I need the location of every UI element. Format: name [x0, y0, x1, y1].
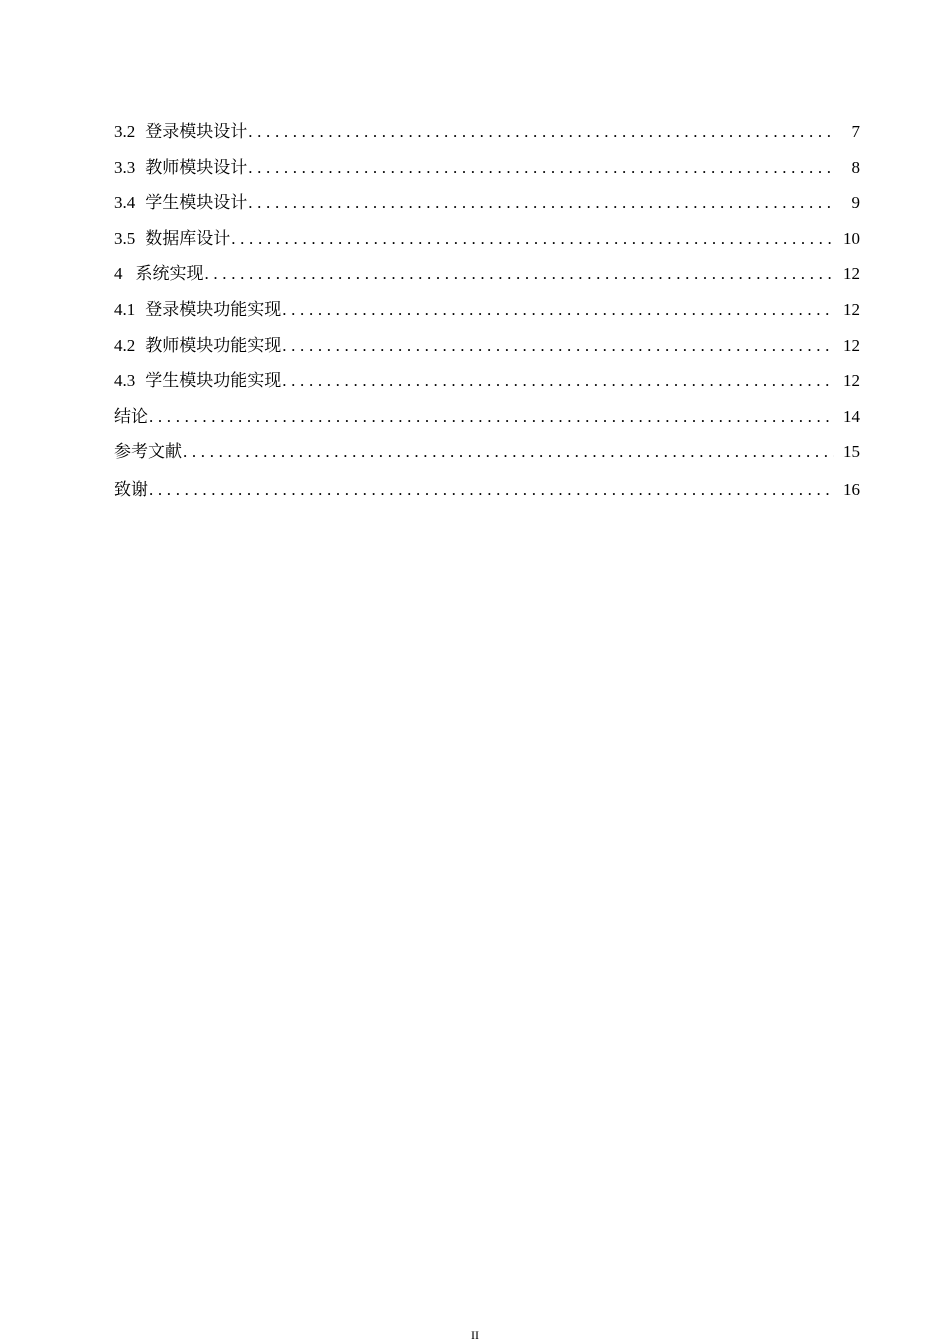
toc-dot-leader [282, 296, 834, 324]
toc-entry-label: 致谢 [114, 479, 148, 499]
toc-entry-4[interactable] [114, 260, 860, 296]
toc-entry-number: 4.1 [114, 299, 136, 319]
toc-dot-leader [282, 332, 834, 360]
toc-entry-label: 学生模块设计 [145, 193, 248, 213]
page-number: II [471, 1328, 479, 1342]
toc-entry-3-5[interactable] [114, 225, 860, 261]
toc-entry-conclusion[interactable] [114, 403, 860, 439]
toc-entry-number: 3.3 [114, 157, 136, 177]
toc-entry-page: 10 [843, 228, 860, 248]
toc-entry-number: 4.3 [114, 371, 136, 391]
toc-entry-label: 教师模块功能实现 [145, 335, 282, 355]
toc-entry-label: 教师模块设计 [145, 157, 248, 177]
toc-entry-acknowledgements[interactable] [114, 476, 860, 512]
toc-entry-label: 登录模块功能实现 [145, 299, 282, 319]
toc-entry-page: 15 [843, 442, 860, 462]
toc-entry-page: 16 [843, 479, 860, 499]
toc-entry-page: 12 [843, 371, 860, 391]
toc-dot-leader [231, 225, 834, 253]
toc-entry-page: 14 [843, 406, 860, 426]
table-of-contents [114, 118, 860, 512]
toc-entry-page: 8 [851, 157, 860, 177]
toc-entry-page: 9 [851, 193, 860, 213]
toc-dot-leader [282, 367, 834, 395]
toc-entry-label: 系统实现 [135, 264, 204, 284]
toc-entry-4-2[interactable] [114, 332, 860, 368]
toc-entry-number: 4 [114, 264, 123, 284]
toc-entry-page: 7 [851, 122, 860, 141]
toc-entry-number: 3.4 [114, 193, 136, 213]
toc-dot-leader [149, 403, 834, 431]
toc-entry-label: 数据库设计 [145, 228, 231, 248]
toc-entry-page: 12 [843, 335, 860, 355]
toc-entry-4-3[interactable] [114, 367, 860, 403]
toc-entry-label: 学生模块功能实现 [145, 371, 282, 391]
toc-entry-number: 3.2 [114, 122, 136, 141]
toc-dot-leader [205, 260, 835, 288]
toc-dot-leader [248, 189, 834, 217]
toc-entry-number: 3.5 [114, 228, 136, 248]
toc-entry-references[interactable] [114, 438, 860, 474]
toc-entry-number: 4.2 [114, 335, 136, 355]
toc-dot-leader [149, 476, 834, 504]
toc-dot-leader [183, 438, 834, 466]
toc-entry-3-3[interactable] [114, 154, 860, 190]
toc-entry-3-4[interactable] [114, 189, 860, 225]
toc-dot-leader [248, 154, 834, 182]
toc-entry-label: 结论 [114, 406, 148, 426]
toc-entry-4-1[interactable] [114, 296, 860, 332]
toc-entry-page: 12 [843, 299, 860, 319]
toc-entry-3-2[interactable] [114, 118, 860, 154]
toc-dot-leader [248, 118, 834, 146]
toc-entry-label: 参考文献 [114, 442, 182, 462]
toc-entry-label: 登录模块设计 [145, 122, 248, 141]
toc-entry-page: 12 [843, 264, 860, 284]
